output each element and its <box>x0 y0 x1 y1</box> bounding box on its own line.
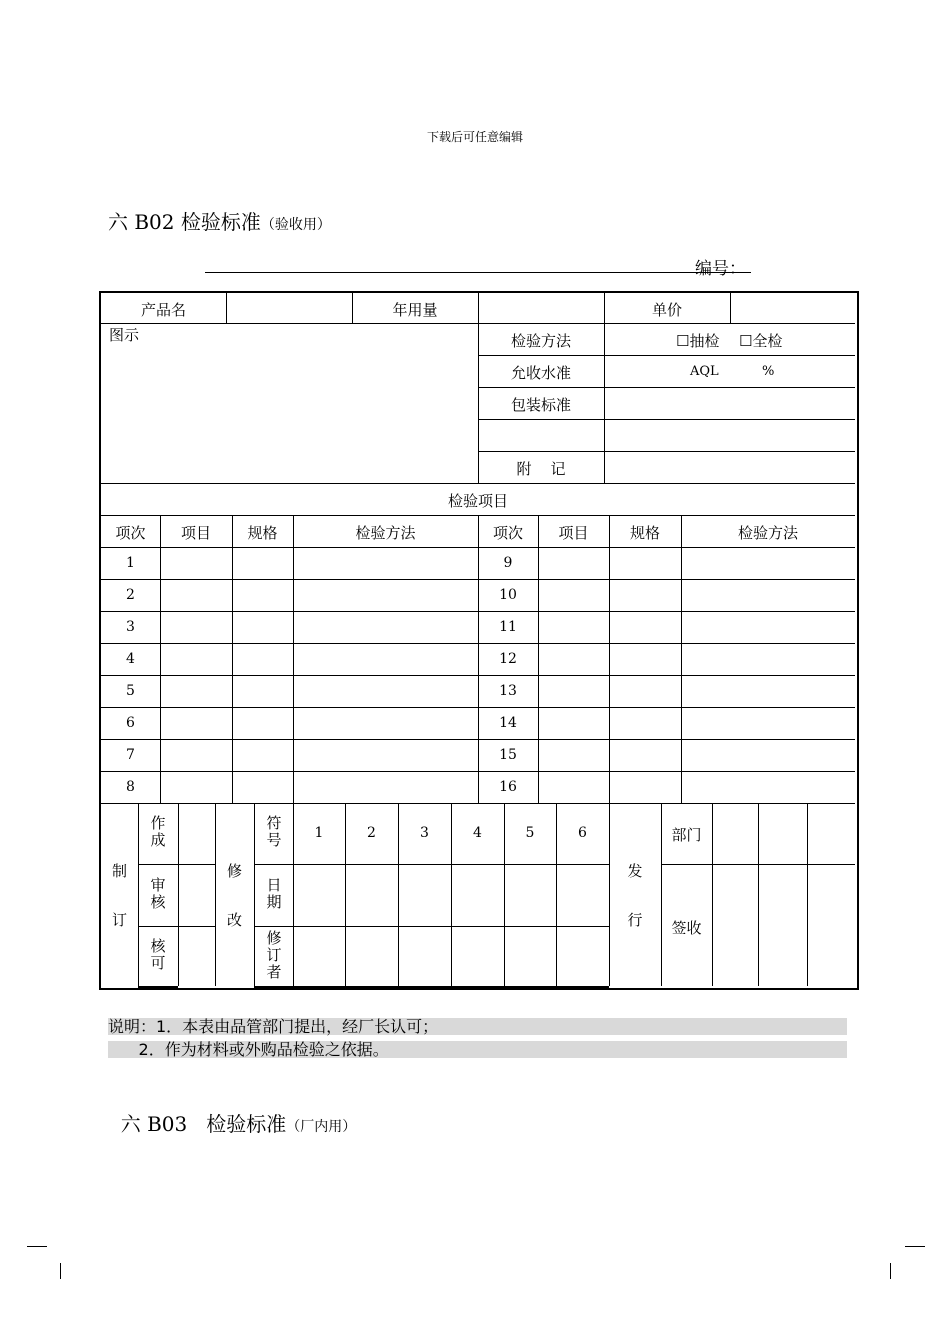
row-number: 8 <box>126 779 135 795</box>
approver-label: 核可 <box>150 937 166 972</box>
issue-char-1: 发 <box>627 862 643 880</box>
revision-number: 6 <box>578 825 587 841</box>
section-title-2 <box>108 1084 356 1137</box>
unit-price-label: 单价 <box>651 301 682 319</box>
section-title-main: 六 B02 检验标准 <box>108 210 261 234</box>
inspection-standard-table <box>99 291 859 990</box>
author-label: 作成 <box>150 814 166 849</box>
col-header-seq-2: 项次 <box>492 524 523 542</box>
sign-receipt-label: 签收 <box>671 919 702 937</box>
product-name-label: 产品名 <box>140 301 186 319</box>
inspection-method-label: 检验方法 <box>510 332 571 350</box>
annual-usage-label: 年用量 <box>392 301 438 319</box>
row-number: 14 <box>499 715 517 731</box>
row-number: 6 <box>126 715 135 731</box>
zhiding-char-1: 制 <box>111 862 127 880</box>
row-number: 10 <box>499 587 517 603</box>
remarks-label: 附 记 <box>516 460 566 478</box>
date-label: 日期 <box>266 876 282 911</box>
row-number: 3 <box>126 619 135 635</box>
row-number: 7 <box>126 747 135 763</box>
code-underline <box>205 272 751 273</box>
col-header-method: 检验方法 <box>355 524 416 542</box>
packaging-standard-label: 包装标准 <box>510 396 571 414</box>
reviewer-label: 审核 <box>150 876 166 911</box>
row-number: 13 <box>499 683 517 699</box>
col-header-item-2: 项目 <box>558 524 589 542</box>
revision-number: 3 <box>420 825 429 841</box>
inspection-items-label: 检验项目 <box>447 492 508 510</box>
symbol-label: 符号 <box>266 814 282 849</box>
full-check-checkbox[interactable]: ☐全检 <box>739 332 783 350</box>
row-number: 12 <box>499 651 517 667</box>
col-header-spec: 规格 <box>247 524 278 542</box>
acceptance-level-label: 允收水准 <box>510 364 571 382</box>
section-title-2-main: 六 B03 检验标准 <box>120 1112 287 1136</box>
row-number: 11 <box>499 619 517 635</box>
issue-char-2: 行 <box>627 911 643 929</box>
row-number: 4 <box>126 651 135 667</box>
col-header-item: 项目 <box>180 524 211 542</box>
crop-mark <box>890 1263 891 1279</box>
col-header-spec-2: 规格 <box>629 524 660 542</box>
revision-number: 2 <box>367 825 376 841</box>
diagram-label: 图示 <box>109 326 140 344</box>
revision-number: 1 <box>314 825 324 841</box>
row-number: 1 <box>126 555 135 571</box>
note-line-2: 2．作为材料或外购品检验之依据。 <box>108 1041 847 1058</box>
revision-number: 4 <box>473 825 482 841</box>
col-header-method-2: 检验方法 <box>737 524 798 542</box>
header-note: 下载后可任意编辑 <box>426 130 523 144</box>
revision-char-1: 修 <box>226 862 242 880</box>
crop-mark <box>60 1263 61 1279</box>
crop-mark <box>27 1246 47 1247</box>
zhiding-char-2: 订 <box>111 911 127 929</box>
row-number: 2 <box>126 587 135 603</box>
col-header-seq: 项次 <box>115 524 146 542</box>
aql-label: AQL <box>690 364 719 379</box>
department-label: 部门 <box>671 826 702 844</box>
row-number: 15 <box>499 747 517 763</box>
section-title <box>108 206 331 235</box>
crop-mark <box>905 1246 925 1247</box>
section-title-sub: （验收用） <box>260 217 331 233</box>
reviser-label: 修订者 <box>266 929 282 981</box>
section-title-2-sub: （厂内用） <box>286 1119 357 1135</box>
note-line-1: 说明：1．本表由品管部门提出，经厂长认可； <box>108 1018 847 1035</box>
sampling-checkbox[interactable]: ☐抽检 <box>676 332 720 350</box>
row-number: 16 <box>499 779 517 795</box>
code-label: 编号： <box>695 259 746 279</box>
revision-char-2: 改 <box>226 911 242 929</box>
revision-number: 5 <box>525 825 535 841</box>
row-number: 9 <box>503 555 513 571</box>
row-number: 5 <box>126 683 135 699</box>
percent-label: % <box>762 364 775 379</box>
